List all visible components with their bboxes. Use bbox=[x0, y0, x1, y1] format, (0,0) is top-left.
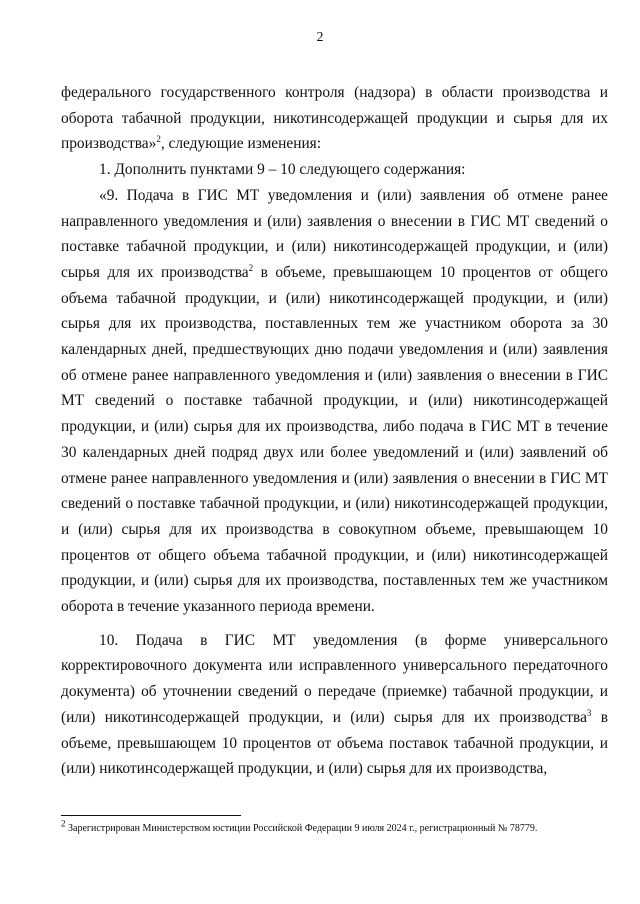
paragraph-text: «9. Подача в ГИС МТ уведомления и (или) заявления об отмене ранее направленного уведомления и (или) заявления о внесении в ГИС МТ сведений о поставке табачной продукции, и (или) никотинсодержащей продукции, и (или) сырья для их производства bbox=[61, 186, 608, 281]
footnote-ref: 3 bbox=[586, 707, 592, 718]
paragraph-text-cont: в объеме, превышающем 10 процентов от объема поставок табачной продукции, и (или) никотинсодержащей продукции, и (или) сырья для их производства, bbox=[61, 708, 608, 778]
intro-paragraph bbox=[61, 80, 608, 157]
paragraph-text: 10. Подача в ГИС МТ уведомления (в форме универсального корректировочного документа или исправленного универсального передаточного документа) об уточнении сведений о передаче (приемке) табачной продукции, и (или) никотинсодержащей продукции, и (или) сырья для их производства bbox=[61, 631, 608, 726]
point-9-paragraph bbox=[61, 183, 608, 620]
point-10-paragraph bbox=[61, 628, 608, 782]
footnote bbox=[61, 818, 621, 835]
paragraph-text-cont: в объеме, превышающем 10 процентов от общего объема табачной продукции, и (или) никотинсодержащей продукции, и (или) сырья для их производства, поставленных тем же участником оборота за 30 календарных дней, предшествующих дню подачи уведомления и (или) заявления об отмене ранее направленного уведомления и (или) заявления о внесении в ГИС МТ сведений о поставке табачной продукции, и (или) никотинсодержащей продукции, и (или) сырья для их производства, либо подача в ГИС МТ в течение 30 календарных дней подряд двух или более уведомлений и (или) заявлений об отмене ранее направленного уведомления и (или) заявления о внесении в ГИС МТ сведений о поставке табачной продукции, и (или) никотинсодержащей продукции, и (или) сырья для их производства в совокупном объеме, превышающем 10 процентов от общего объема табачной продукции, и (или) никотинсодержащей продукции, и (или) сырья для их производства, поставленных тем же участником оборота в течение указанного периода времени. bbox=[61, 263, 608, 616]
page-number: 2 bbox=[316, 30, 324, 45]
item-1-paragraph bbox=[61, 157, 608, 183]
footnote-ref: 2 bbox=[156, 134, 161, 145]
paragraph-text: федерального государственного контроля (надзора) в области производства и оборота табачной продукции, никотинсодержащей продукции и сырья для их производства» bbox=[61, 84, 608, 153]
footnote-marker: 2 bbox=[61, 818, 66, 829]
footnote-divider bbox=[61, 815, 241, 816]
body-text bbox=[61, 80, 608, 782]
paragraph-text-cont: , следующие изменения: bbox=[160, 135, 322, 153]
paragraph-text: 1. Дополнить пунктами 9 – 10 следующего содержания: bbox=[99, 161, 466, 179]
footnote-text: Зарегистрирован Министерством юстиции Российской Федерации 9 июля 2024 г., регистрационный № 78779. bbox=[65, 823, 538, 834]
footnote-ref: 2 bbox=[248, 262, 254, 273]
